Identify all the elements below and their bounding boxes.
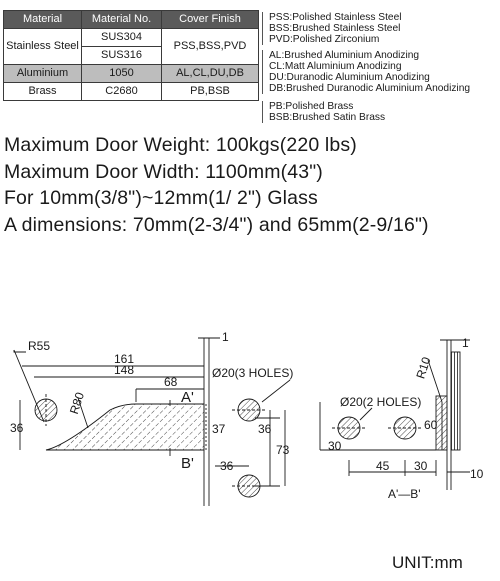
spec-list [4,132,429,238]
label-30-bottom: 30 [414,459,428,473]
label-36-bottom: 36 [220,459,234,473]
label-30-left: 30 [328,439,342,453]
cell-finish-stainless: PSS,BSS,PVD [162,29,259,65]
label-r10: R10 [413,355,434,381]
label-73: 73 [276,443,290,457]
cell-number-sus316: SUS316 [82,47,162,65]
table-row [4,83,259,101]
legend-item: BSS:Brushed Stainless Steel [269,23,401,34]
label-b-prime: B' [181,455,194,472]
legend-item: CL:Matt Aluminium Anodizing [269,61,402,72]
label-10: 10 [470,467,484,481]
spec-max-door-width: Maximum Door Width: 1100mm(43") [4,160,323,183]
spec-max-door-weight: Maximum Door Weight: 100kgs(220 lbs) [4,134,357,156]
label-36-left: 36 [10,421,24,435]
legend-item: PB:Polished Brass [269,101,354,112]
header-material-no: Material No. [82,11,162,29]
unit-label: UNIT:mm [392,553,463,572]
legend-item: PVD:Polished Zirconium [269,34,380,45]
label-r80: R80 [66,390,87,416]
spec-a-dimensions: A dimensions: 70mm(2-3/4") and 65mm(2-9/16") [4,213,429,236]
cell-number-c2680: C2680 [82,83,162,101]
cell-finish-brass: PB,BSB [162,83,259,101]
section-body [436,396,447,450]
cell-material-aluminium: Aluminium [4,65,82,83]
legend-item: DB:Brushed Duranodic Aluminium Anodizing [269,83,471,94]
label-1-left: 1 [222,330,229,344]
glass-panel [451,352,460,450]
spec-glass-thickness: For 10mm(3/8")~12mm(1/ 2") Glass [4,187,318,209]
table-row [4,65,259,83]
label-holes-right: Ø20(2 HOLES) [340,395,422,409]
label-60: 60 [424,418,438,432]
legend-item: AL:Brushed Aluminium Anodizing [269,50,420,61]
header-cover-finish: Cover Finish [162,11,259,29]
table-header-row [4,11,259,29]
label-1-right: 1 [462,336,469,350]
cell-material-brass: Brass [4,83,82,101]
label-45: 45 [376,459,390,473]
cell-number-sus304: SUS304 [82,29,162,47]
label-68: 68 [164,375,178,389]
table-row [4,29,259,47]
cell-finish-aluminium: AL,CL,DU,DB [162,65,259,83]
legend-item: DU:Duranodic Aluminium Anodizing [269,72,430,83]
label-a-prime: A' [181,389,194,406]
label-36-right: 36 [258,422,272,436]
legend-stainless [262,12,402,45]
label-holes-left: Ø20(3 HOLES) [212,366,294,380]
cell-material-stainless: Stainless Steel [4,29,82,65]
label-37: 37 [212,422,226,436]
label-148: 148 [114,363,135,377]
technical-drawing [0,310,500,510]
header-material: Material [4,11,82,29]
label-161: 161 [114,352,135,366]
material-table [3,10,259,101]
label-r55: R55 [28,339,51,353]
label-section: A'—B' [388,487,421,501]
legend-brass [262,101,385,123]
legend-aluminium [262,50,470,94]
legend-item: BSB:Brushed Satin Brass [269,112,386,123]
cell-number-1050: 1050 [82,65,162,83]
legend-item: PSS:Polished Stainless Steel [269,12,402,23]
